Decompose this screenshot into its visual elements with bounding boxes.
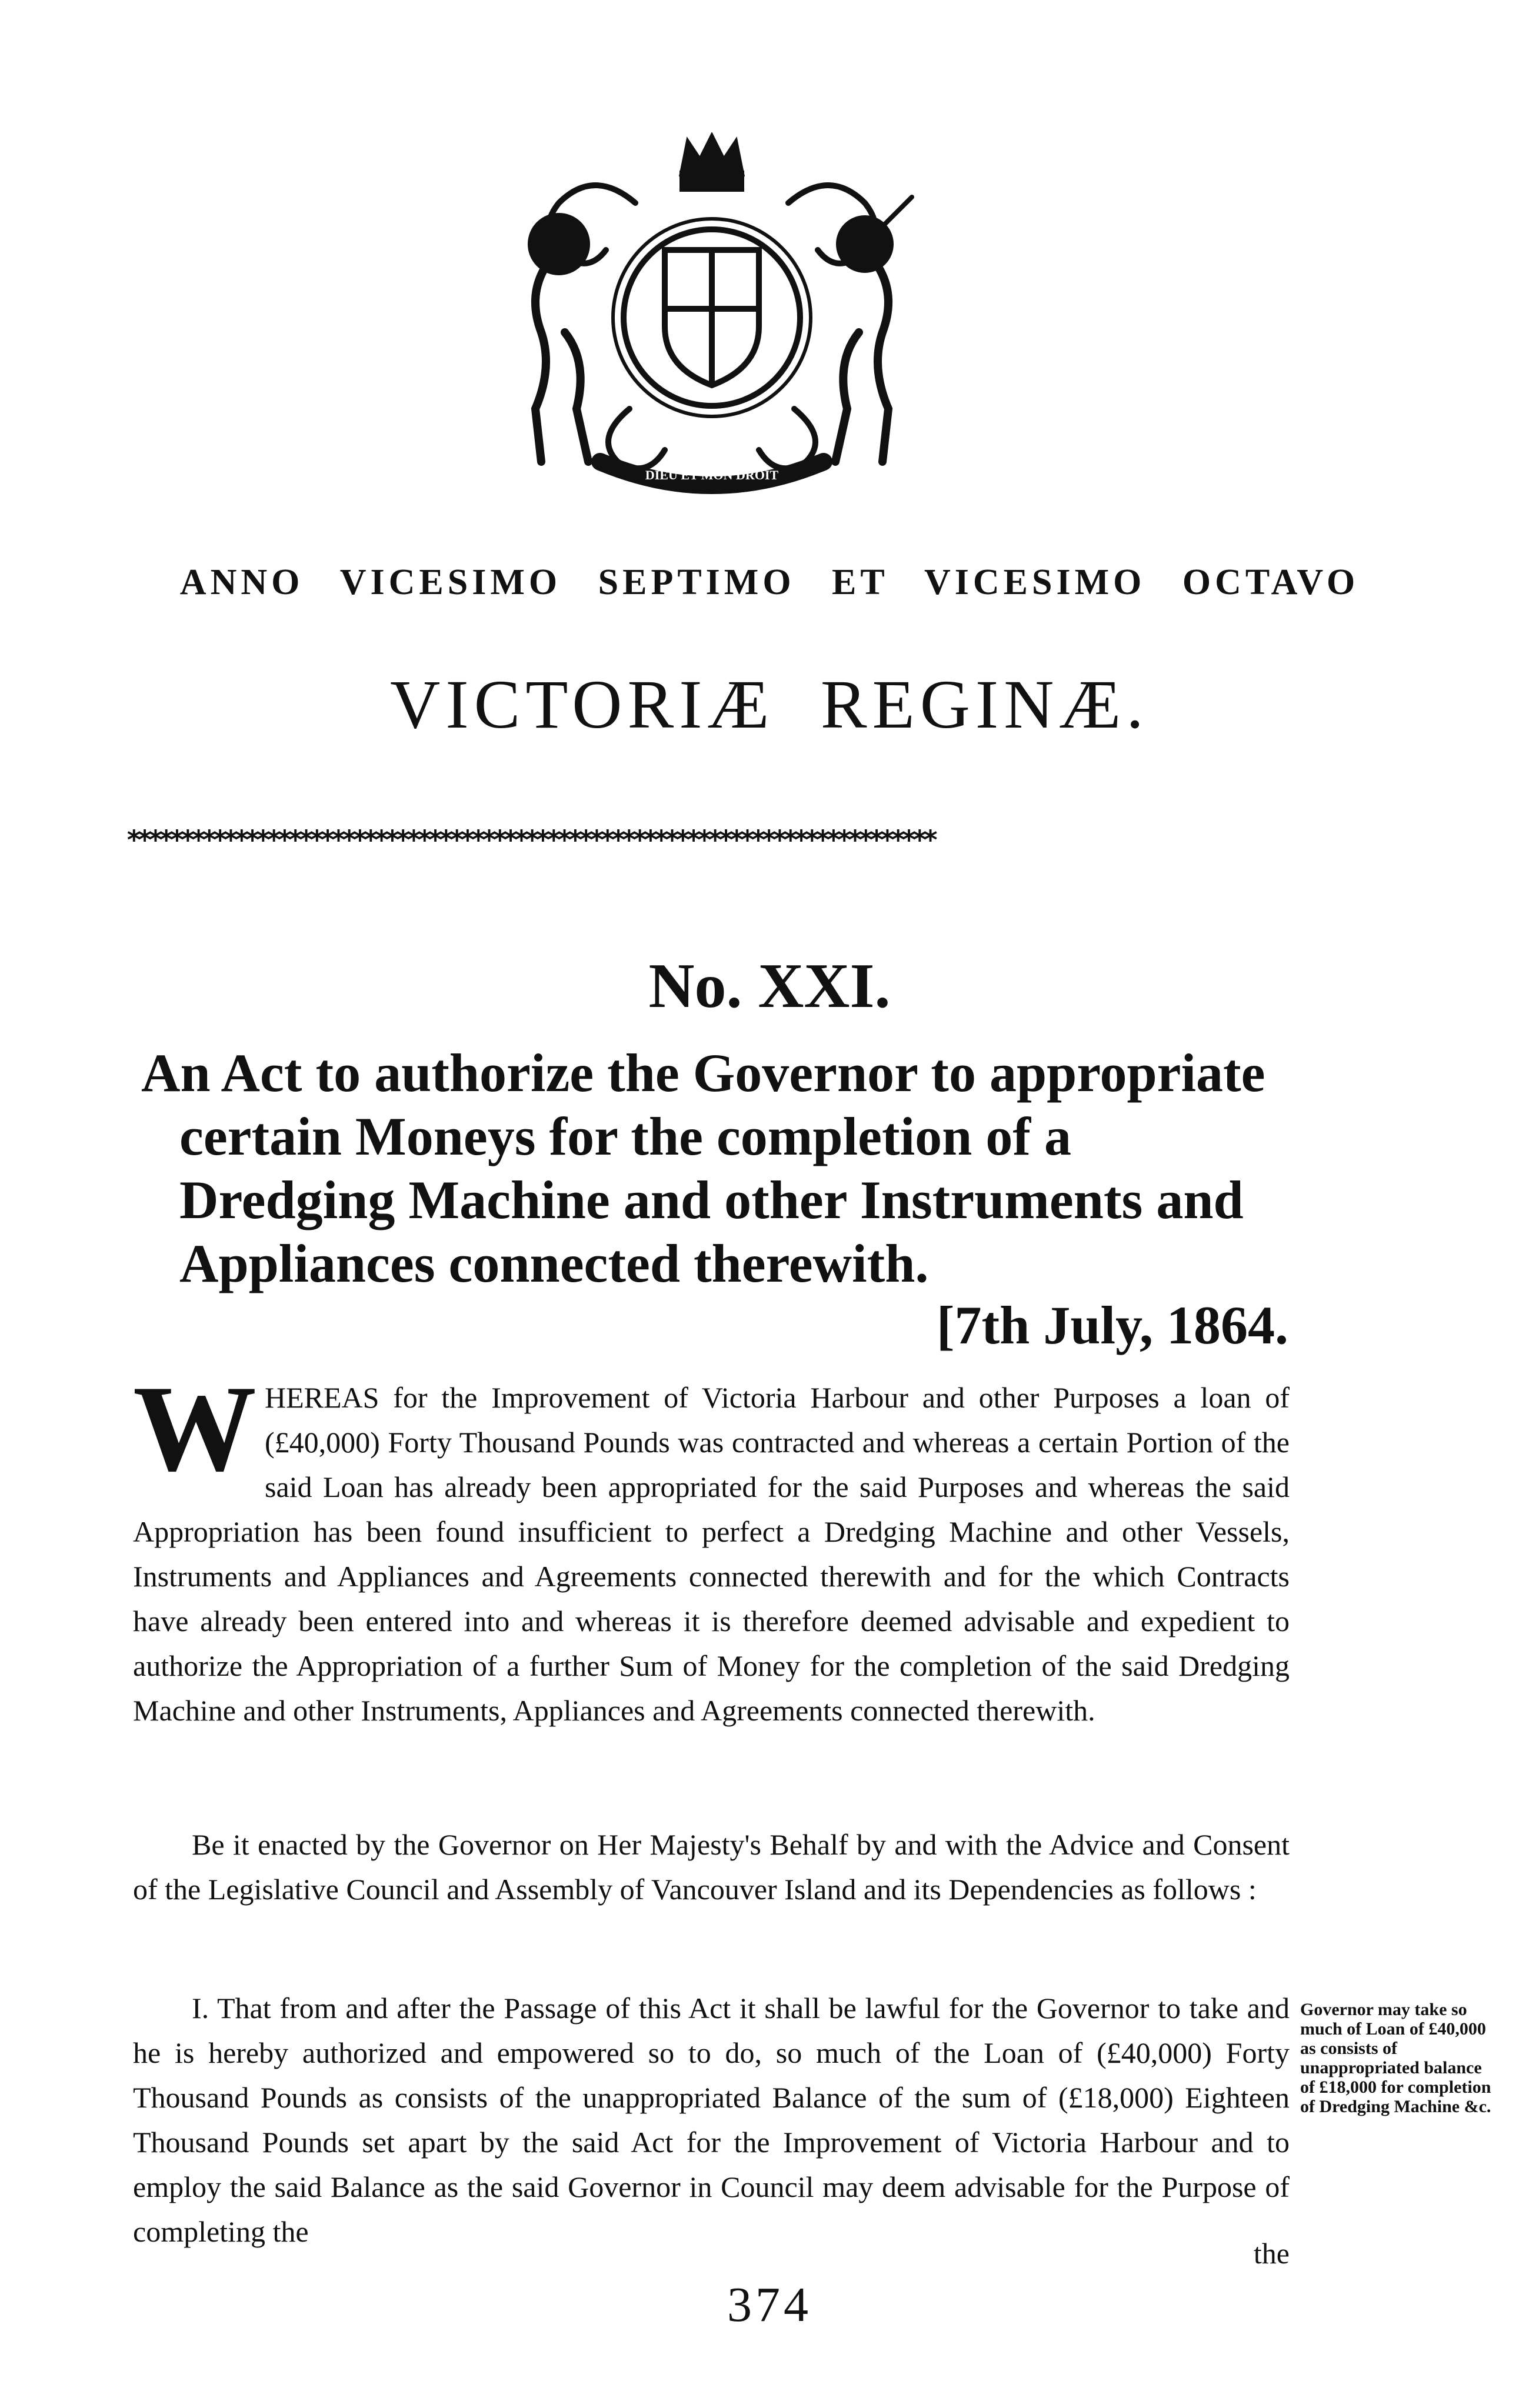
anno-heading: ANNO VICESIMO SEPTIMO ET VICESIMO OCTAVO [179,562,1360,602]
asterisk-divider: *************************************************************************** [126,829,934,851]
catchword: the [1253,2237,1290,2270]
svg-text:DIEU ET MON DROIT: DIEU ET MON DROIT [645,468,779,482]
act-number: No. XXI. [648,951,891,1021]
royal-coat-of-arms-icon [488,132,935,509]
page-number: 374 [727,2277,812,2332]
act-title: An Act to authorize the Governor to appropriate certain Moneys for the completion of a Dredging Machine and other Instruments and Appliances connected therewith. [141,1043,1265,1293]
section-one: I. That from and after the Passage of this Act it shall be lawful for the Governor to take and he is hereby authorized and empowered so to do, so much of the Loan of (£40,000) Forty Thousand Pounds as consists of the unappropriated Balance of the sum of (£18,000) Eighteen Thousand Pounds set apart by the said Act for the Improvement of Victoria Harbour and to employ the said Balance as the said Governor in Council may deem advisable for the Purpose of completing the [133,1992,1290,2248]
act-date: [7th July, 1864. [936,1295,1288,1355]
preamble-text: HEREAS for the Improvement of Victoria Harbour and other Purposes a loan of (£40,000) Forty Thousand Pounds was contracted and whereas a certain Portion of the said Loan has already been appropriated for the said Purposes and whereas the said Appropriation has been found insufficient to perfect a Dredging Machine and other Vessels, Instruments and Appliances and Agreements connected therewith and for the which Contracts have already been entered into and whereas it is therefore deemed advisable and expedient to authorize the Appropriation of a further Sum of Money for the completion of the said Dredging Machine and other Instruments, Appliances and Agreements connected therewith. [133,1381,1290,1727]
drop-cap: W [133,1360,256,1497]
enacting-clause: Be it enacted by the Governor on Her Majesty's Behalf by and with the Advice and Consent of the Legislative Council and Assembly of Vancouver Island and its Dependencies as follows : [133,1828,1290,1906]
preamble-paragraph [133,1360,1290,1733]
regnal-heading: VICTORIÆ REGINÆ. [390,666,1149,743]
marginal-note: Governor may take so much of Loan of £40,000 as consists of unappropriated balance of £18,000 for completion of Dredging Machine &c. [1300,2000,1491,2116]
